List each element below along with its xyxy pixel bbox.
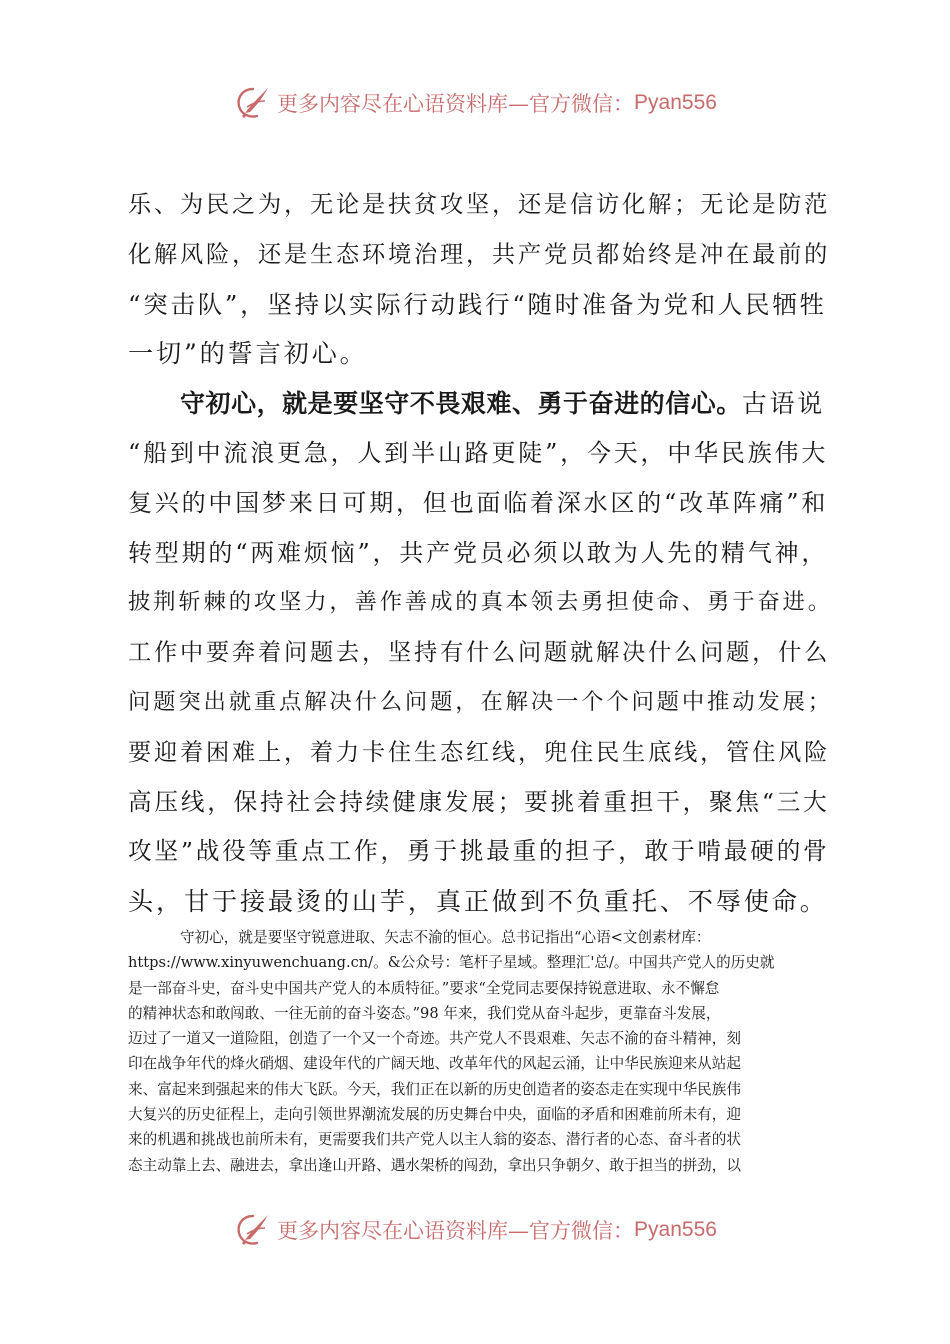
small-text-line: 是一部奋斗史，奋斗史中国共产党人的本质特征。”要求“全党同志要保持锐意进取、永不懈怠 xyxy=(128,979,720,997)
quill-logo-icon xyxy=(233,83,273,123)
text-line: 复兴的中国梦来日可期，但也面临着深水区的“改革阵痛”和 xyxy=(128,488,829,517)
text-line-first xyxy=(128,379,828,429)
small-text-line: https://www.xinyuwenchuang.cn/。&公众号：笔杆子星域。整理汇'总/。中国共产党人的历史就 xyxy=(128,954,775,972)
text-line: 问题突出就重点解决什么问题，在解决一个个问题中推动发展； xyxy=(128,688,833,715)
text-line: “船到中流浪更急，人到半山路更陡”，今天，中华民族伟大 xyxy=(128,438,829,467)
bold-lead-sentence: 守初心，就是要坚守不畏艰难、勇于奋进的信心。 xyxy=(180,389,742,419)
small-text-line: 来的机遇和挑战也前所未有，更需要我们共产党人以主人翁的姿态、潜行者的心态、奋斗者的状 xyxy=(128,1131,741,1149)
small-text-line: 迈过了一道又一道险阻，创造了一个又一个奇迹。共产党人不畏艰难、矢志不渝的奋斗精神，刻 xyxy=(128,1030,741,1048)
text-line: 高压线，保持社会持续健康发展；要挑着重担干，聚焦“三大 xyxy=(128,787,830,816)
paragraph-1 xyxy=(128,180,831,379)
banner-text: 更多内容尽在心语资料库—官方微信： xyxy=(277,92,635,116)
small-text-line: 态主动靠上去、融进去，拿出逢山开路、遇水架桥的闯劲，拿出只争朝夕、敢于担当的拼劲，以 xyxy=(128,1156,741,1174)
footer-banner xyxy=(0,1205,950,1255)
small-text-line: 印在战争年代的烽火硝烟、建设年代的广阔天地、改革年代的风起云涌，让中华民族迎来从站起 xyxy=(128,1055,741,1073)
text-line: 一切”的誓言初心。 xyxy=(128,339,368,369)
text-line: 头，甘于接最烫的山芋，真正做到不负重托、不辱使命。 xyxy=(128,887,828,917)
text-line: 攻坚”战役等重点工作，勇于挑最重的担子，敢于啃最硬的骨 xyxy=(128,837,830,866)
text-line: “突击队”，坚持以实际行动践行“随时准备为党和人民牺牲 xyxy=(128,289,827,319)
quill-logo-icon xyxy=(233,1210,273,1250)
lead-rest: 古语说 xyxy=(741,389,826,419)
text-line: 披荆斩棘的攻坚力，善作善成的真本领去勇担使命、勇于奋进。 xyxy=(128,589,833,616)
text-line: 要迎着困难上，着力卡住生态红线，兜住民生底线，管住风险 xyxy=(128,738,831,766)
paragraph-2 xyxy=(128,379,833,927)
banner-wechat: Pyan556 xyxy=(634,91,717,114)
small-text-line: 大复兴的历史征程上，走向引领世界潮流发展的历史舞台中央，面临的矛盾和困难前所未有，迎 xyxy=(128,1106,741,1124)
header-banner xyxy=(0,78,950,128)
main-content xyxy=(128,180,833,927)
small-text-line: 来、富起来到强起来的伟大飞跃。今天，我们正在以新的历史创造者的姿态走在实现中华民族伟 xyxy=(128,1080,741,1098)
banner-text: 更多内容尽在心语资料库—官方微信： xyxy=(277,1219,635,1243)
text-line: 工作中要奔着问题去，坚持有什么问题就解决什么问题，什么 xyxy=(128,639,831,667)
text-line: 转型期的“两难烦恼”，共产党员必须以敢为人先的精气神， xyxy=(128,538,829,567)
small-text-line: 的精神状态和敢闯敢、一往无前的奋斗姿态。”98 年来，我们党从奋斗起步，更靠奋斗发展， xyxy=(128,1004,721,1022)
text-line: 化解风险，还是生态环境治理，共产党员都始终是冲在最前的 xyxy=(128,240,831,268)
small-text-line: 守初心，就是要坚守锐意进取、矢志不渝的恒心。总书记指出“心语<文创素材库： xyxy=(180,929,711,946)
text-line: 乐、为民之为，无论是扶贫攻坚，还是信访化解；无论是防范 xyxy=(128,191,831,218)
banner-wechat: Pyan556 xyxy=(634,1218,717,1241)
paragraph-3 xyxy=(128,925,830,1178)
